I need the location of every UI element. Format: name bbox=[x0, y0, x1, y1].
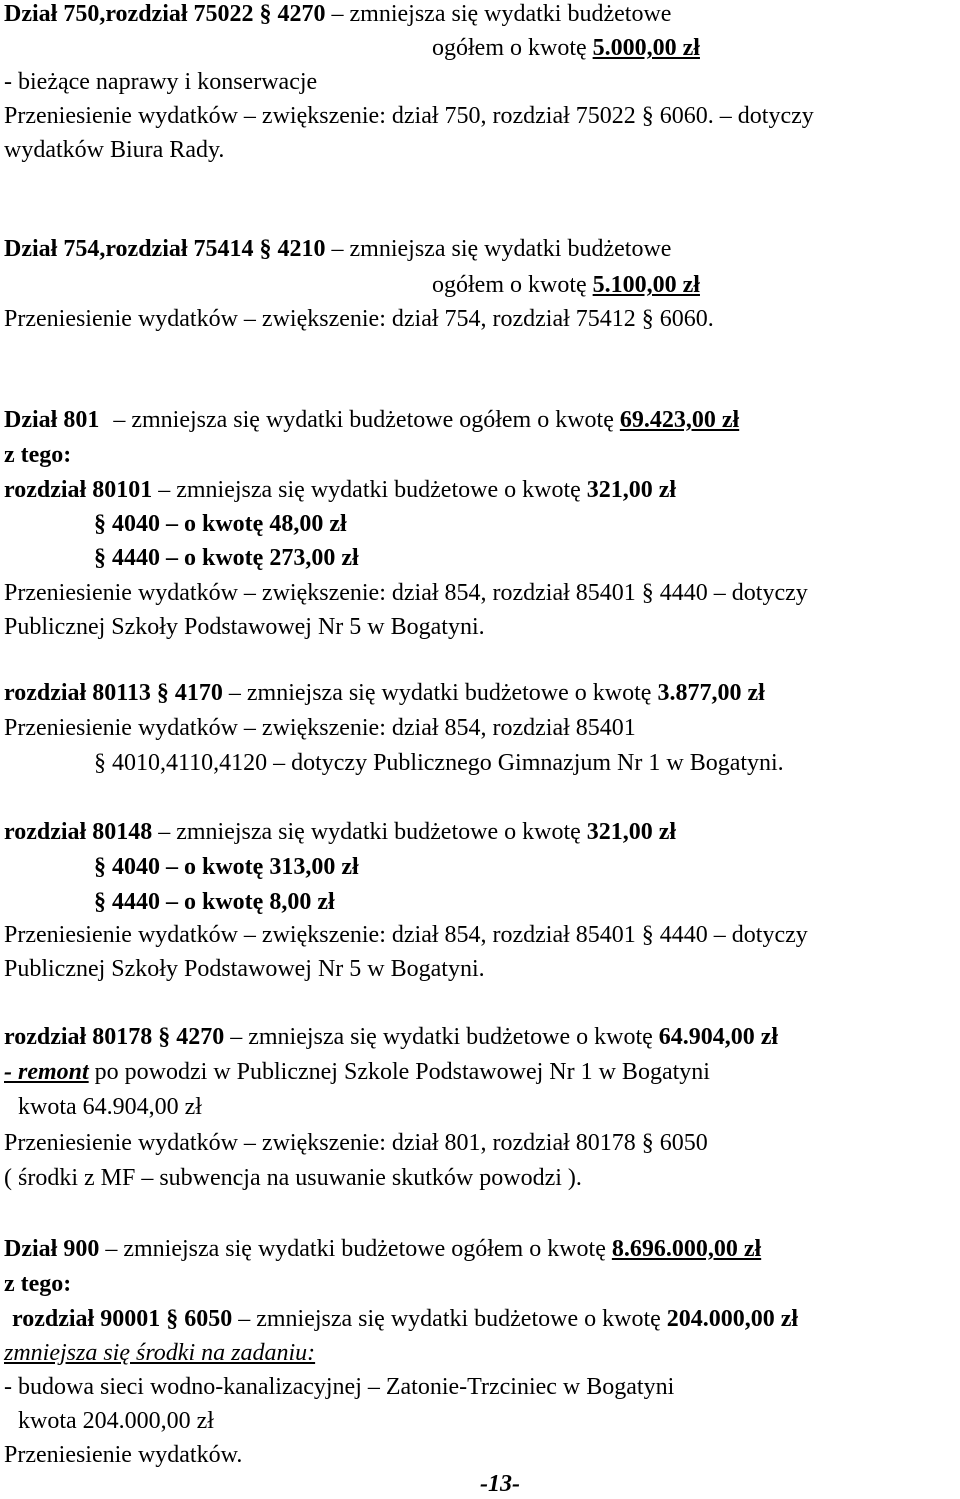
z-tego-label: z tego: bbox=[4, 442, 72, 468]
paragraph-4440-line: § 4440 – o kwotę 8,00 zł bbox=[94, 889, 335, 915]
transfer-line: Przeniesienie wydatków – zwiększenie: dział 854, rozdział 85401 § 4440 – dotyczy bbox=[4, 922, 808, 948]
rozdzial-text: – zmniejsza się wydatki budżetowe o kwotę bbox=[158, 477, 581, 503]
heading-dzial-754 bbox=[4, 234, 671, 264]
transfer-line: Przeniesienie wydatków – zwiększenie: dział 801, rozdział 80178 § 6050 bbox=[4, 1130, 708, 1156]
rozdzial-amount: 321,00 zł bbox=[586, 477, 677, 503]
rozdzial-amount: 321,00 zł bbox=[586, 819, 677, 845]
paragraph-4440-line: § 4440 – o kwotę 273,00 zł bbox=[94, 545, 359, 571]
total-amount-line bbox=[432, 270, 700, 300]
transfer-line-cont: ( środki z MF – subwencja na usuwanie skutków powodzi ). bbox=[4, 1165, 582, 1191]
total-label: ogółem o kwotę bbox=[432, 272, 593, 298]
z-tego-label: z tego: bbox=[4, 1271, 72, 1297]
total-label: ogółem o kwotę bbox=[432, 35, 593, 61]
total-amount: 69.423,00 zł bbox=[619, 407, 740, 433]
kwota-line: kwota 64.904,00 zł bbox=[18, 1094, 202, 1120]
total-amount: 8.696.000,00 zł bbox=[611, 1236, 762, 1262]
transfer-line-cont: Publicznej Szkoły Podstawowej Nr 5 w Bogatyni. bbox=[4, 614, 485, 640]
remont-text: po powodzi w Publicznej Szkole Podstawowej Nr 1 w Bogatyni bbox=[88, 1059, 710, 1085]
kwota-line: kwota 204.000,00 zł bbox=[18, 1408, 214, 1434]
total-amount: 5.100,00 zł bbox=[592, 272, 700, 298]
transfer-line: Przeniesienie wydatków – zwiększenie: dział 854, rozdział 85401 bbox=[4, 715, 636, 741]
rozdzial-label: rozdział 80101 bbox=[4, 477, 153, 503]
heading-dzial-900 bbox=[4, 1234, 761, 1264]
remont-line bbox=[4, 1057, 710, 1087]
remont-label: - remont bbox=[4, 1059, 89, 1085]
paragraph-4040-line: § 4040 – o kwotę 313,00 zł bbox=[94, 854, 359, 880]
rozdzial-amount: 3.877,00 zł bbox=[657, 680, 765, 706]
rozdzial-80178-line bbox=[4, 1022, 778, 1052]
heading-text: – zmniejsza się wydatki budżetowe ogółem o kwotę bbox=[113, 407, 620, 433]
rozdzial-label: rozdział 80113 § 4170 bbox=[4, 680, 223, 706]
heading-label: Dział 900 bbox=[4, 1236, 100, 1262]
transfer-line: Przeniesienie wydatków – zwiększenie: dział 854, rozdział 85401 § 4440 – dotyczy bbox=[4, 580, 808, 606]
rozdzial-label: rozdział 80178 § 4270 bbox=[4, 1024, 225, 1050]
rozdzial-amount: 64.904,00 zł bbox=[658, 1024, 779, 1050]
heading-dzial-750 bbox=[4, 0, 671, 29]
rozdzial-80101-line bbox=[4, 475, 676, 505]
heading-text: – zmniejsza się wydatki budżetowe bbox=[331, 236, 672, 262]
total-amount-line bbox=[432, 33, 700, 63]
transfer-line: Przeniesienie wydatków. bbox=[4, 1442, 243, 1468]
heading-text: – zmniejsza się wydatki budżetowe bbox=[331, 1, 672, 27]
rozdzial-80113-line bbox=[4, 678, 765, 708]
heading-dzial-801 bbox=[4, 405, 739, 435]
transfer-line-cont: Publicznej Szkoły Podstawowej Nr 5 w Bogatyni. bbox=[4, 956, 485, 982]
total-amount: 5.000,00 zł bbox=[592, 35, 700, 61]
zadanie-label: zmniejsza się środki na zadaniu: bbox=[4, 1340, 316, 1366]
heading-label: Dział 754,rozdział 75414 § 4210 bbox=[4, 236, 326, 262]
rozdzial-90001-line bbox=[12, 1304, 798, 1334]
zadanie-line: - budowa sieci wodno-kanalizacyjnej – Zatonie-Trzciniec w Bogatyni bbox=[4, 1374, 675, 1400]
transfer-line-cont: wydatków Biura Rady. bbox=[4, 137, 225, 163]
rozdzial-text: – zmniejsza się wydatki budżetowe o kwotę bbox=[238, 1306, 667, 1332]
rozdzial-text: – zmniejsza się wydatki budżetowe o kwotę bbox=[230, 1024, 653, 1050]
rozdzial-label: rozdział 80148 bbox=[4, 819, 153, 845]
rozdzial-label: rozdział 90001 § 6050 bbox=[12, 1306, 233, 1332]
rozdzial-text: – zmniejsza się wydatki budżetowe o kwotę bbox=[158, 819, 581, 845]
rozdzial-amount: 204.000,00 zł bbox=[666, 1306, 799, 1332]
rozdzial-text: – zmniejsza się wydatki budżetowe o kwotę bbox=[228, 680, 652, 706]
purpose-line: - bieżące naprawy i konserwacje bbox=[4, 69, 318, 95]
transfer-line: Przeniesienie wydatków – zwiększenie: dział 750, rozdział 75022 § 6060. – dotyczy bbox=[4, 103, 814, 129]
rozdzial-80148-line bbox=[4, 817, 676, 847]
paragraph-4040-line: § 4040 – o kwotę 48,00 zł bbox=[94, 511, 347, 537]
heading-label: Dział 750,rozdział 75022 § 4270 bbox=[4, 1, 326, 27]
page-number: -13- bbox=[480, 1471, 520, 1497]
heading-text: – zmniejsza się wydatki budżetowe ogółem o kwotę bbox=[105, 1236, 612, 1262]
transfer-line-cont: § 4010,4110,4120 – dotyczy Publicznego Gimnazjum Nr 1 w Bogatyni. bbox=[94, 750, 784, 776]
heading-label: Dział 801 bbox=[4, 407, 100, 433]
transfer-line: Przeniesienie wydatków – zwiększenie: dział 754, rozdział 75412 § 6060. bbox=[4, 306, 714, 332]
